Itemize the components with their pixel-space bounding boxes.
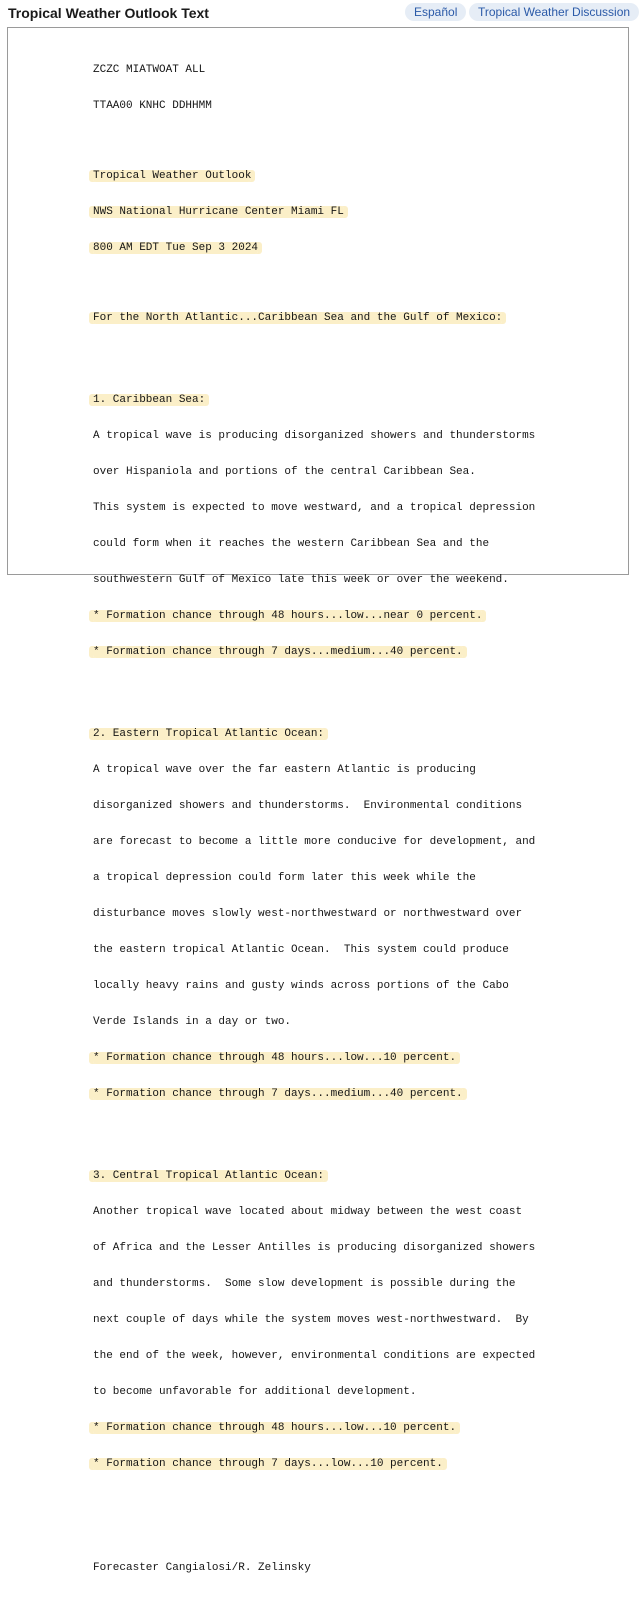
section-2-body-line: A tropical wave over the far eastern Atlantic is producing — [93, 764, 476, 776]
section-3-body-line: Another tropical wave located about midway between the west coast — [93, 1206, 523, 1218]
section-3-chance-48h: * Formation chance through 48 hours...low...10 percent. — [93, 1422, 457, 1434]
section-3-body-line: the end of the week, however, environmental conditions are expected — [93, 1350, 536, 1362]
heading-line-3: 800 AM EDT Tue Sep 3 2024 — [93, 242, 259, 254]
section-1-body-line: could form when it reaches the western Caribbean Sea and the — [93, 538, 490, 550]
tropical-weather-discussion-button[interactable]: Tropical Weather Discussion — [469, 3, 639, 21]
forecaster-line: Forecaster Cangialosi/R. Zelinsky — [93, 1562, 311, 1574]
espanol-button[interactable]: Español — [405, 3, 466, 21]
section-2-chance-7d: * Formation chance through 7 days...medium...40 percent. — [93, 1088, 463, 1100]
outlook-text — [93, 40, 535, 1598]
section-2-body-line: disturbance moves slowly west-northwestward or northwestward over — [93, 908, 523, 920]
section-2-body-line: are forecast to become a little more conducive for development, and — [93, 836, 536, 848]
section-1-title: 1. Caribbean Sea: — [93, 394, 206, 406]
section-1-chance-7d: * Formation chance through 7 days...medium...40 percent. — [93, 646, 463, 658]
heading-line-1: Tropical Weather Outlook — [93, 170, 252, 182]
section-2-body-line: a tropical depression could form later this week while the — [93, 872, 476, 884]
section-3-body-line: to become unfavorable for additional development. — [93, 1386, 417, 1398]
intro-line: For the North Atlantic...Caribbean Sea and the Gulf of Mexico: — [93, 312, 503, 324]
section-2-body-line: Verde Islands in a day or two. — [93, 1016, 292, 1028]
section-3-body-line: next couple of days while the system moves west-northwestward. By — [93, 1314, 529, 1326]
section-1-body-line: This system is expected to move westward, and a tropical depression — [93, 502, 536, 514]
preamble-line-2: TTAA00 KNHC DDHHMM — [93, 100, 212, 112]
outlook-text-panel — [7, 27, 629, 1574]
section-3-body-line: of Africa and the Lesser Antilles is producing disorganized showers — [93, 1242, 536, 1254]
heading-line-2: NWS National Hurricane Center Miami FL — [93, 206, 344, 218]
section-2-body-line: the eastern tropical Atlantic Ocean. This system could produce — [93, 944, 509, 956]
page-header — [0, 0, 640, 26]
section-2-chance-48h: * Formation chance through 48 hours...low...10 percent. — [93, 1052, 457, 1064]
section-2-body-line: locally heavy rains and gusty winds across portions of the Cabo — [93, 980, 509, 992]
section-1-chance-48h: * Formation chance through 48 hours...low...near 0 percent. — [93, 610, 483, 622]
section-1-body-line: A tropical wave is producing disorganized showers and thunderstorms — [93, 430, 536, 442]
section-3-title: 3. Central Tropical Atlantic Ocean: — [93, 1170, 325, 1182]
preamble-line-1: ZCZC MIATWOAT ALL — [93, 64, 206, 76]
section-1-body-line: over Hispaniola and portions of the central Caribbean Sea. — [93, 466, 476, 478]
page-title: Tropical Weather Outlook Text — [8, 5, 209, 21]
section-2-title: 2. Eastern Tropical Atlantic Ocean: — [93, 728, 325, 740]
section-3-chance-7d: * Formation chance through 7 days...low...10 percent. — [93, 1458, 443, 1470]
section-1-body-line: southwestern Gulf of Mexico late this week or over the weekend. — [93, 574, 509, 586]
section-3-body-line: and thunderstorms. Some slow development is possible during the — [93, 1278, 516, 1290]
section-2-body-line: disorganized showers and thunderstorms. Environmental conditions — [93, 800, 523, 812]
